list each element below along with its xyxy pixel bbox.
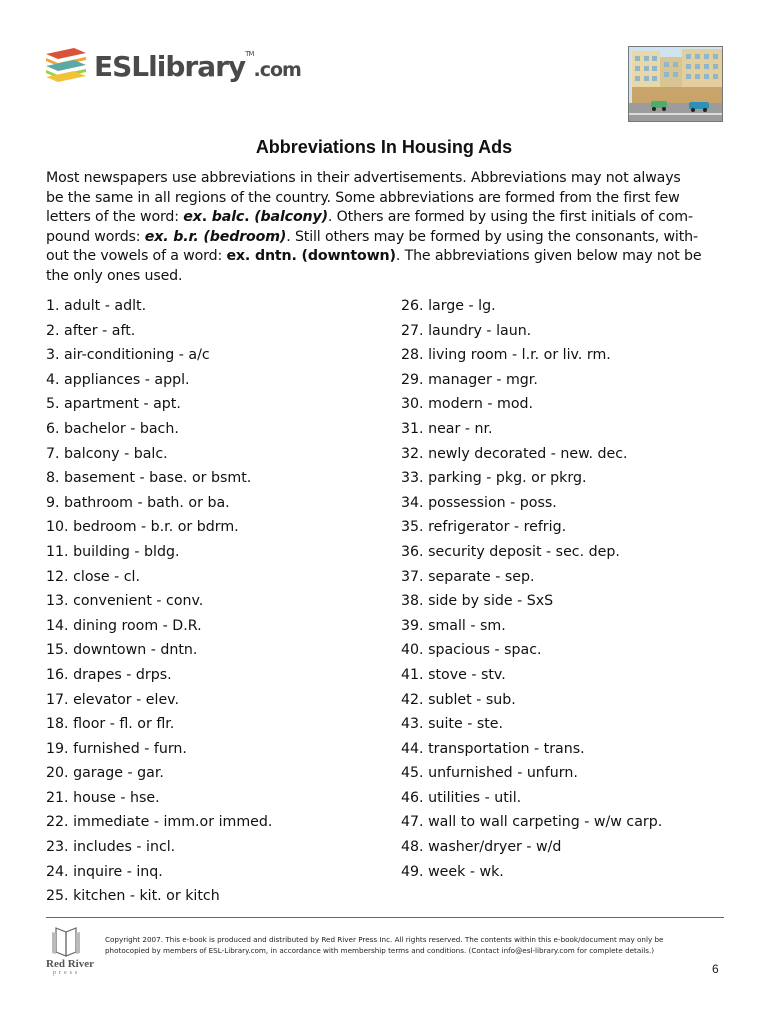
intro-line: the only ones used. bbox=[46, 267, 183, 284]
copyright-line: Copyright 2007. This e-book is produced and distributed by Red River Press Inc. All rights reserved. The contents within this e-book/document may only be bbox=[105, 935, 664, 944]
footer-divider bbox=[46, 917, 724, 918]
abbreviation-item: 6. bachelor - bach. bbox=[46, 420, 179, 437]
example-abbrev: balc bbox=[211, 209, 245, 226]
abbreviation-item: 44. transportation - trans. bbox=[401, 740, 585, 757]
abbreviation-item: 33. parking - pkg. or pkrg. bbox=[401, 470, 587, 487]
abbreviation-item: 45. unfurnished - unfurn. bbox=[401, 765, 578, 782]
abbreviation-item: 36. security deposit - sec. dep. bbox=[401, 543, 620, 560]
abbreviation-item: 46. utilities - util. bbox=[401, 789, 522, 806]
abbreviation-item: 14. dining room - D.R. bbox=[46, 617, 202, 634]
intro-line: be the same in all regions of the country. Some abbreviations are formed from the first few bbox=[46, 189, 680, 206]
abbreviation-item: 38. side by side - SxS bbox=[401, 593, 554, 610]
example-punct: . bbox=[201, 209, 212, 226]
abbreviation-item: 23. includes - incl. bbox=[46, 839, 176, 856]
abbreviation-item: 28. living room - l.r. or liv. rm. bbox=[401, 347, 611, 364]
abbreviation-item: 7. balcony - balc. bbox=[46, 445, 168, 462]
logo-trademark: TM bbox=[245, 50, 254, 58]
example-abbrev: ex. dntn. (downtown) bbox=[226, 248, 396, 265]
abbreviation-item: 34. possession - poss. bbox=[401, 494, 557, 511]
intro-text: out the vowels of a word: bbox=[46, 248, 227, 265]
abbreviation-item: 18. floor - fl. or flr. bbox=[46, 716, 175, 733]
abbreviation-item: 12. close - cl. bbox=[46, 568, 141, 585]
abbreviation-item: 1. adult - adlt. bbox=[46, 298, 147, 314]
abbreviation-item: 22. immediate - imm.or immed. bbox=[46, 814, 273, 831]
publisher-subname: press bbox=[53, 970, 81, 976]
abbreviation-item: 42. sublet - sub. bbox=[401, 691, 516, 708]
copyright-notice bbox=[105, 934, 725, 956]
intro-line: Most newspapers use abbreviations in their advertisements. Abbreviations may not always bbox=[46, 170, 681, 186]
abbreviation-item: 39. small - sm. bbox=[401, 617, 506, 634]
abbreviation-item: 48. washer/dryer - w/d bbox=[401, 839, 562, 856]
abbreviation-item: 47. wall to wall carpeting - w/w carp. bbox=[401, 814, 663, 831]
abbreviation-item: 8. basement - base. or bsmt. bbox=[46, 470, 252, 487]
intro-text: pound words: bbox=[46, 228, 145, 245]
intro-text: letters of the word: bbox=[46, 209, 184, 226]
abbreviation-item: 5. apartment - apt. bbox=[46, 396, 181, 413]
abbreviation-item: 16. drapes - drps. bbox=[46, 666, 172, 683]
abbreviation-item: 13. convenient - conv. bbox=[46, 593, 204, 610]
abbreviation-item: 35. refrigerator - refrig. bbox=[401, 519, 567, 536]
abbreviation-item: 11. building - bldg. bbox=[46, 543, 180, 560]
abbreviation-item: 27. laundry - laun. bbox=[401, 322, 532, 339]
esl-library-logo bbox=[44, 44, 301, 90]
logo-wordmark bbox=[94, 50, 301, 83]
logo-brand-main: library bbox=[148, 50, 246, 83]
street-buildings-illustration bbox=[629, 47, 723, 122]
street-buildings-image bbox=[628, 46, 723, 122]
abbreviation-item: 17. elevator - elev. bbox=[46, 691, 179, 708]
example-label: ex bbox=[183, 209, 202, 226]
abbreviation-item: 30. modern - mod. bbox=[401, 396, 534, 413]
abbreviation-item: 31. near - nr. bbox=[401, 420, 493, 437]
abbreviation-item: 2. after - aft. bbox=[46, 322, 136, 339]
abbreviation-item: 25. kitchen - kit. or kitch bbox=[46, 888, 220, 905]
intro-line bbox=[46, 208, 726, 228]
example-punct: . bbox=[244, 209, 255, 226]
page-number: 6 bbox=[712, 962, 719, 976]
logo-brand-prefix: ESL bbox=[94, 50, 149, 83]
abbreviation-item: 43. suite - ste. bbox=[401, 716, 504, 733]
abbreviation-item: 9. bathroom - bath. or ba. bbox=[46, 494, 230, 511]
intro-text: . Still others may be formed by using the consonants, with- bbox=[286, 228, 698, 245]
abbreviation-item: 10. bedroom - b.r. or bdrm. bbox=[46, 519, 239, 536]
abbreviation-item: 19. furnished - furn. bbox=[46, 740, 187, 757]
logo-domain: .com bbox=[253, 59, 301, 81]
intro-text: . Others are formed by using the first initials of com- bbox=[327, 209, 693, 226]
abbreviation-item: 24. inquire - inq. bbox=[46, 863, 163, 880]
abbreviation-item: 40. spacious - spac. bbox=[401, 642, 542, 659]
abbreviation-item: 29. manager - mgr. bbox=[401, 371, 538, 388]
abbreviation-item: 26. large - lg. bbox=[401, 298, 496, 314]
books-stack-icon bbox=[44, 44, 88, 88]
abbreviation-list-right bbox=[401, 296, 731, 886]
abbreviation-item: 4. appliances - appl. bbox=[46, 371, 190, 388]
abbreviation-item: 37. separate - sep. bbox=[401, 568, 535, 585]
intro-line bbox=[46, 247, 726, 267]
abbreviation-item: 41. stove - stv. bbox=[401, 666, 506, 683]
publisher-name: Red River bbox=[46, 958, 94, 970]
abbreviation-item: 21. house - hse. bbox=[46, 789, 160, 806]
abbreviation-item: 49. week - wk. bbox=[401, 863, 504, 880]
abbreviation-item: 20. garage - gar. bbox=[46, 765, 164, 782]
page-title: Abbreviations In Housing Ads bbox=[255, 137, 513, 157]
abbreviation-item: 15. downtown - dntn. bbox=[46, 642, 198, 659]
intro-text: . The abbreviations given below may not be bbox=[395, 248, 702, 265]
copyright-line: photocopied by members of ESL-Library.com, in accordance with membership terms and conditions. (Contact info@esl-library.com for complete details.) bbox=[105, 946, 655, 955]
intro-line bbox=[46, 228, 726, 248]
abbreviation-item: 32. newly decorated - new. dec. bbox=[401, 445, 628, 462]
example-abbrev: ex. b.r. (bedroom) bbox=[144, 228, 287, 245]
example-word: (balcony) bbox=[254, 209, 328, 226]
abbreviation-item: 3. air-conditioning - a/c bbox=[46, 347, 210, 364]
abbreviation-list-left bbox=[46, 296, 376, 911]
intro-paragraph bbox=[46, 169, 726, 287]
